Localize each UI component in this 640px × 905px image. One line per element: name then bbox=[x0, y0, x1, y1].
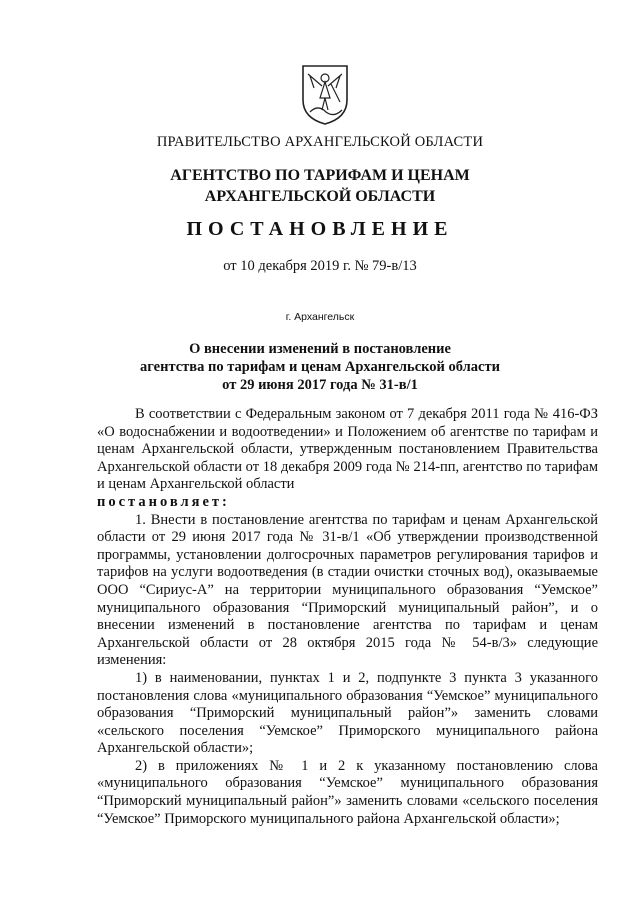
document-city: г. Архангельск bbox=[285, 311, 355, 323]
government-title: ПРАВИТЕЛЬСТВО АРХАНГЕЛЬСКОЙ ОБЛАСТИ bbox=[156, 134, 484, 150]
agency-title-line1: АГЕНТСТВО ПО ТАРИФАМ И ЦЕНАМ bbox=[170, 167, 470, 184]
agency-title-line2: АРХАНГЕЛЬСКОЙ ОБЛАСТИ bbox=[204, 188, 436, 205]
subitem-1-paragraph: 1) в наименовании, пунктах 1 и 2, подпункте 3 пункта 3 указанного постановления слова «муниципального образования “Уемское” муниципального образования “Приморский муниципальный район”» заменить словами «сельского поселения “Уемское” Приморского муниципального района Архангельской области»; bbox=[97, 669, 598, 757]
item-1-paragraph: 1. Внести в постановление агентства по тарифам и ценам Архангельской области от 29 июня 2017 года № 31-в/1 «Об утверждении производственной программы, установлении долгосрочных параметров регулирования тарифов и тарифов на услуги водоотведения (в стадии очистки сточных вод), оказываемые ООО “Сириус-А” на территории муниципального образования “Уемское” муниципального образования “Приморский муниципальный район”, и о внесении изменений в постановление агентства по тарифам и ценам Архангельской области от 28 октября 2015 года № 54-в/3» следующие изменения: bbox=[97, 511, 598, 669]
subject-line2: агентства по тарифам и ценам Архангельской области bbox=[140, 359, 500, 375]
agency-title bbox=[0, 165, 640, 207]
decree-word: постановляет: bbox=[97, 493, 230, 510]
intro-paragraph: В соответствии с Федеральным законом от 7 декабря 2011 года № 416-ФЗ «О водоснабжении и водоотведении» и Положением об агентстве по тарифам и ценам Архангельской области, утвержденным постановлением Правительства Архангельской области от 18 декабря 2009 года № 214-пп, агентство по тарифам и ценам Архангельской области bbox=[97, 406, 598, 493]
subject-line3: от 29 июня 2017 года № 31-в/1 bbox=[222, 377, 418, 393]
coat-of-arms-icon bbox=[300, 62, 350, 126]
document-subject bbox=[0, 340, 640, 394]
document-body bbox=[97, 406, 598, 828]
subject-line1: О внесении изменений в постановление bbox=[189, 341, 451, 357]
document-date-number: от 10 декабря 2019 г. № 79-в/13 bbox=[223, 258, 417, 274]
subitem-2-paragraph: 2) в приложениях № 1 и 2 к указанному постановлению слова «муниципального образования “Уемское” муниципального образования “Приморский муниципальный район”» заменить словами «сельского поселения “Уемское” Приморского муниципального района Архангельской области»; bbox=[97, 757, 598, 827]
document-type: ПОСТАНОВЛЕНИЕ bbox=[186, 218, 454, 240]
